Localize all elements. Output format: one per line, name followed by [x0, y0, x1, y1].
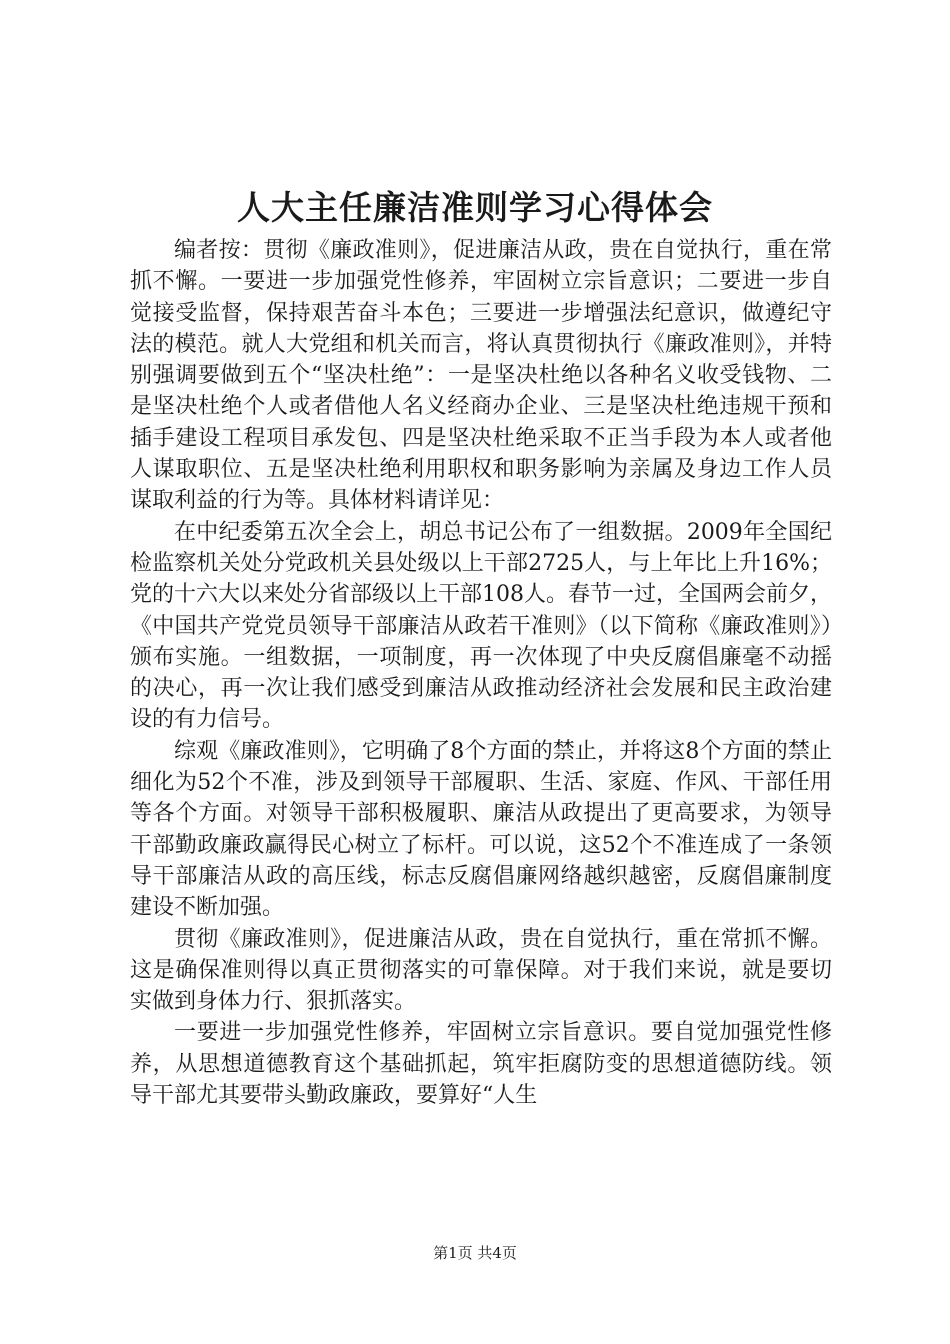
page-number-footer: 第1页 共4页	[433, 1244, 517, 1262]
paragraph: 贯彻《廉政准则》，促进廉洁从政，贵在自觉执行，重在常抓不懈。这是确保准则得以真正贯彻落实的可靠保障。对于我们来说，就是要切实做到身体力行、狠抓落实。	[130, 926, 832, 1015]
document-body	[130, 235, 832, 1111]
paragraph: 综观《廉政准则》，它明确了8个方面的禁止，并将这8个方面的禁止细化为52个不准，涉及到领导干部履职、生活、家庭、作风、干部任用等各个方面。对领导干部积极履职、廉洁从政提出了更高要求，为领导干部勤政廉政赢得民心树立了标杆。可以说，这52个不准连成了一条领导干部廉洁从政的高压线，标志反腐倡廉网络越织越密，反腐倡廉制度建设不断加强。	[130, 738, 832, 921]
paragraph-editor-note: 编者按：贯彻《廉政准则》，促进廉洁从政，贵在自觉执行，重在常抓不懈。一要进一步加强党性修养，牢固树立宗旨意识；二要进一步自觉接受监督，保持艰苦奋斗本色；三要进一步增强法纪意识，做遵纪守法的模范。就人大党组和机关而言，将认真贯彻执行《廉政准则》，并特别强调要做到五个“坚决杜绝”：一是坚决杜绝以各种名义收受钱物、二是坚决杜绝个人或者借他人名义经商办企业、三是坚决杜绝违规干预和插手建设工程项目承发包、四是坚决杜绝采取不正当手段为本人或者他人谋取职位、五是坚决杜绝利用职权和职务影响为亲属及身边工作人员谋取利益的行为等。具体材料请详见：	[130, 238, 832, 514]
paragraph: 一要进一步加强党性修养，牢固树立宗旨意识。要自觉加强党性修养，从思想道德教育这个基础抓起，筑牢拒腐防变的思想道德防线。领导干部尤其要带头勤政廉政，要算好“人生	[130, 1020, 832, 1109]
paragraph: 在中纪委第五次全会上，胡总书记公布了一组数据。2009年全国纪检监察机关处分党政机关县处级以上干部2725人，与上年比上升16%；党的十六大以来处分省部级以上干部108人。春节一过，全国两会前夕，《中国共产党党员领导干部廉洁从政若干准则》（以下简称《廉政准则》）颁布实施。一组数据，一项制度，再一次体现了中央反腐倡廉毫不动摇的决心，再一次让我们感受到廉洁从政推动经济社会发展和民主政治建设的有力信号。	[130, 519, 832, 733]
document-title: 人大主任廉洁准则学习心得体会	[237, 188, 713, 227]
